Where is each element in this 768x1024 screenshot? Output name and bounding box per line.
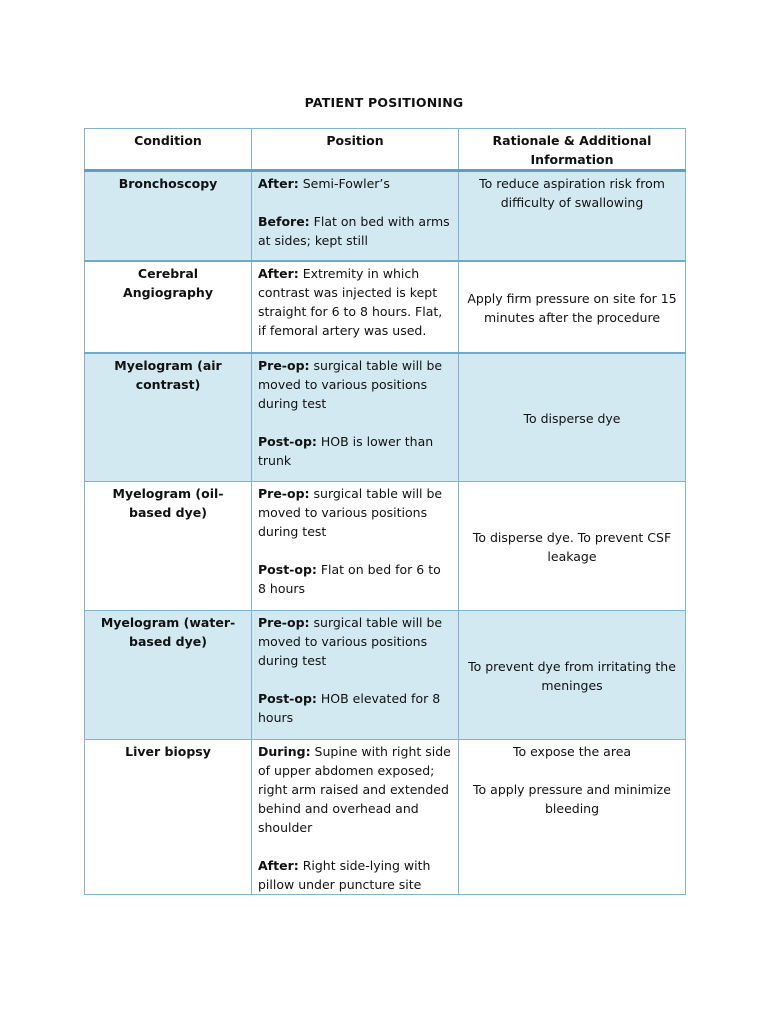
position-text: HOB elevated for 8 hours	[258, 691, 441, 725]
position-entry	[258, 560, 452, 598]
position-text: Flat on bed with arms at sides; kept still	[258, 214, 450, 248]
position-entry	[258, 856, 452, 894]
rationale-cell: To prevent dye from irritating the meninges	[459, 611, 686, 740]
position-label: During:	[258, 744, 311, 759]
position-text: HOB is lower than trunk	[258, 434, 434, 468]
rationale-cell: Apply firm pressure on site for 15 minutes after the procedure	[459, 261, 686, 353]
position-entry	[258, 742, 452, 837]
condition-cell: Bronchoscopy	[85, 171, 252, 262]
position-cell	[252, 171, 459, 262]
condition-cell: Cerebral Angiography	[85, 261, 252, 353]
rationale-cell	[459, 740, 686, 895]
position-label: Post-op:	[258, 434, 317, 449]
position-text: Supine with right side of upper abdomen exposed; right arm raised and extended behind and overhead and shoulder	[258, 744, 451, 835]
position-label: Pre-op:	[258, 358, 310, 373]
position-text: Right side-lying with pillow under puncture site	[258, 858, 431, 892]
rationale-text: To apply pressure and minimize bleeding	[473, 782, 671, 816]
position-label: Pre-op:	[258, 615, 310, 630]
position-text: surgical table will be moved to various positions during test	[258, 615, 443, 668]
position-text: Extremity in which contrast was injected is kept straight for 6 to 8 hours. Flat, if femoral artery was used.	[258, 266, 443, 338]
rationale-cell: To disperse dye. To prevent CSF leakage	[459, 482, 686, 611]
position-text: surgical table will be moved to various positions during test	[258, 358, 443, 411]
position-entry	[258, 484, 452, 541]
condition-cell: Myelogram (oil-based dye)	[85, 482, 252, 611]
position-text: surgical table will be moved to various positions during test	[258, 486, 443, 539]
table-row	[85, 611, 686, 740]
table-row	[85, 261, 686, 353]
position-label: Before:	[258, 214, 310, 229]
position-entry	[258, 174, 452, 193]
position-label: After:	[258, 858, 299, 873]
position-cell	[252, 740, 459, 895]
position-label: Post-op:	[258, 691, 317, 706]
position-label: Pre-op:	[258, 486, 310, 501]
table-row	[85, 482, 686, 611]
position-text: Semi-Fowler’s	[298, 176, 390, 191]
table-row	[85, 353, 686, 482]
header-position: Position	[252, 129, 459, 171]
page-title: PATIENT POSITIONING	[304, 95, 464, 110]
position-cell	[252, 353, 459, 482]
rationale-cell: To disperse dye	[459, 353, 686, 482]
position-label: After:	[258, 176, 299, 191]
header-condition: Condition	[85, 129, 252, 171]
positioning-table	[84, 128, 686, 895]
position-entry	[258, 264, 452, 340]
position-entry	[258, 432, 452, 470]
header-rationale: Rationale & Additional Information	[459, 129, 686, 171]
rationale-text: To expose the area	[512, 744, 632, 759]
table-row	[85, 740, 686, 895]
rationale-cell: To reduce aspiration risk from difficulty of swallowing	[459, 171, 686, 262]
condition-cell: Liver biopsy	[85, 740, 252, 895]
position-text: Flat on bed for 6 to 8 hours	[258, 562, 441, 596]
position-entry	[258, 613, 452, 670]
position-entry	[258, 212, 452, 250]
table-header-row	[85, 129, 686, 171]
condition-cell: Myelogram (air contrast)	[85, 353, 252, 482]
position-cell	[252, 261, 459, 353]
position-entry	[258, 356, 452, 413]
table-row	[85, 171, 686, 262]
position-label: Post-op:	[258, 562, 317, 577]
position-label: After:	[258, 266, 299, 281]
position-cell	[252, 482, 459, 611]
condition-cell: Myelogram (water-based dye)	[85, 611, 252, 740]
position-cell	[252, 611, 459, 740]
position-entry	[258, 689, 452, 727]
